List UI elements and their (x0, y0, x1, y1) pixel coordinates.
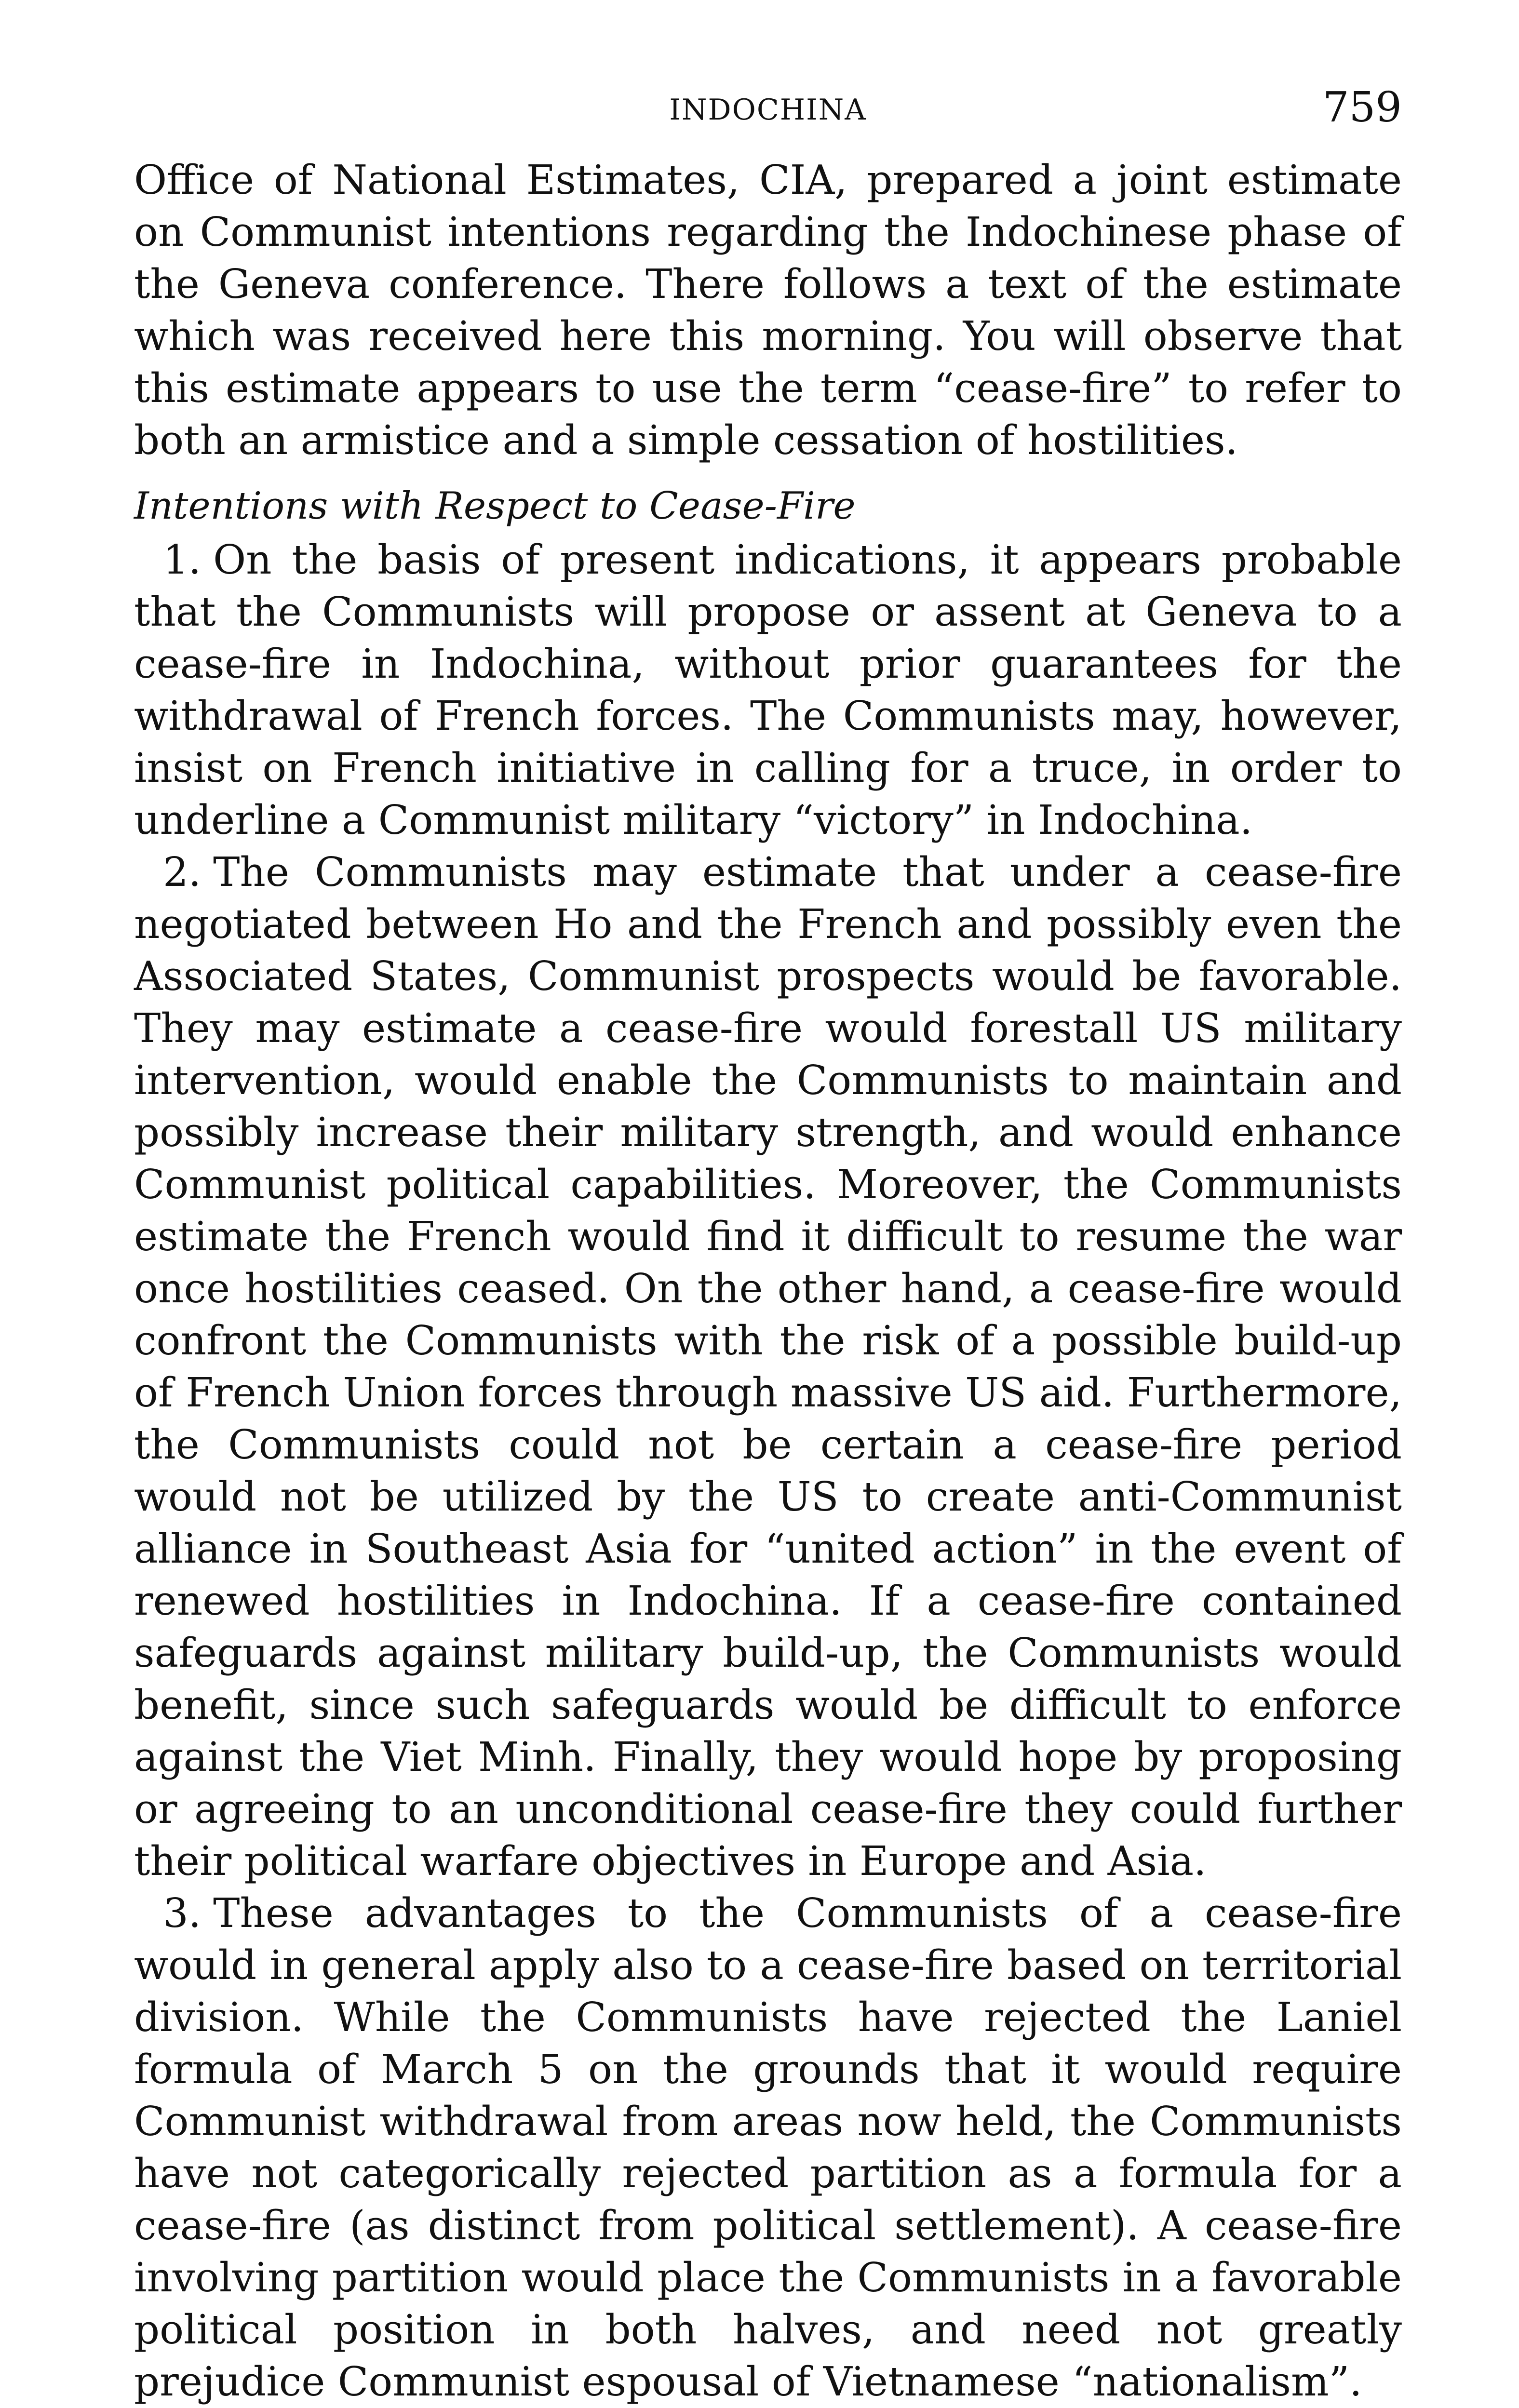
paragraph-text: On the basis of present indications, it appears probable that the Communists will propose or assent at Geneva to a cease-fire in Indochina, without prior guarantees for the withdrawal of French forces. The Communists may, however, insist on French initiative in calling for a truce, in order to underline a Communist military “victory” in Indochina. (134, 536, 1402, 843)
paragraph-text: The Communists may estimate that under a cease-fire negotiated between Ho and the French and possibly even the Associated States, Communist prospects would be favorable. They may estimate a cease-fire would forestall US military intervention, would enable the Communists to maintain and possibly increase their military strength, and would enhance Communist political capabilities. Moreover, the Communists estimate the French would find it difficult to resume the war once hostilities ceased. On the other hand, a cease-fire would confront the Communists with the risk of a possible build-up of French Union forces through massive US aid. Furthermore, the Communists could not be certain a cease-fire period would not be utilized by the US to create anti-Communist alliance in Southeast Asia for “united action” in the event of renewed hostilities in Indochina. If a cease-fire contained safeguards against military build-up, the Communists would benefit, since such safeguards would be difficult to enforce against the Viet Minh. Finally, they would hope by proposing or agreeing to an unconditional cease-fire they could further their political warfare objectives in Europe and Asia. (134, 849, 1402, 1885)
page-header (134, 83, 1402, 149)
paragraph-text: These advantages to the Communists of a cease-fire would in general apply also to a cease-fire based on territorial division. While the Communists have rejected the Laniel formula of March 5 on the grounds that it would require Communist withdrawal from areas now held, the Communists have not categorically rejected partition as a formula for a cease-fire (as distinct from political settlement). A cease-fire involving partition would place the Communists in a favorable political position in both halves, and need not greatly prejudice Communist espousal of Vietnamese “nationalism”. (134, 1890, 1402, 2405)
intro-paragraph: Office of National Estimates, CIA, prepared a joint estimate on Communist intentions regarding the Indochinese phase of the Geneva conference. There follows a text of the estimate which was received here this morning. You will observe that this estimate appears to use the term “cease-fire” to refer to both an armistice and a simple cessation of hostilities. (134, 157, 1402, 464)
section-heading: Intentions with Respect to Cease-Fire (134, 484, 856, 528)
paragraph-number: 3. (163, 1890, 202, 1937)
page-number: 759 (1322, 83, 1402, 132)
document-body (134, 154, 1402, 2408)
running-head: INDOCHINA (669, 93, 867, 127)
paragraph-number: 2. (163, 849, 202, 896)
numbered-paragraph-2 (134, 846, 1402, 1887)
numbered-paragraph-3 (134, 1887, 1402, 2408)
document-page (134, 83, 1402, 2405)
numbered-paragraph-1 (134, 534, 1402, 846)
paragraph-number: 1. (163, 536, 202, 583)
